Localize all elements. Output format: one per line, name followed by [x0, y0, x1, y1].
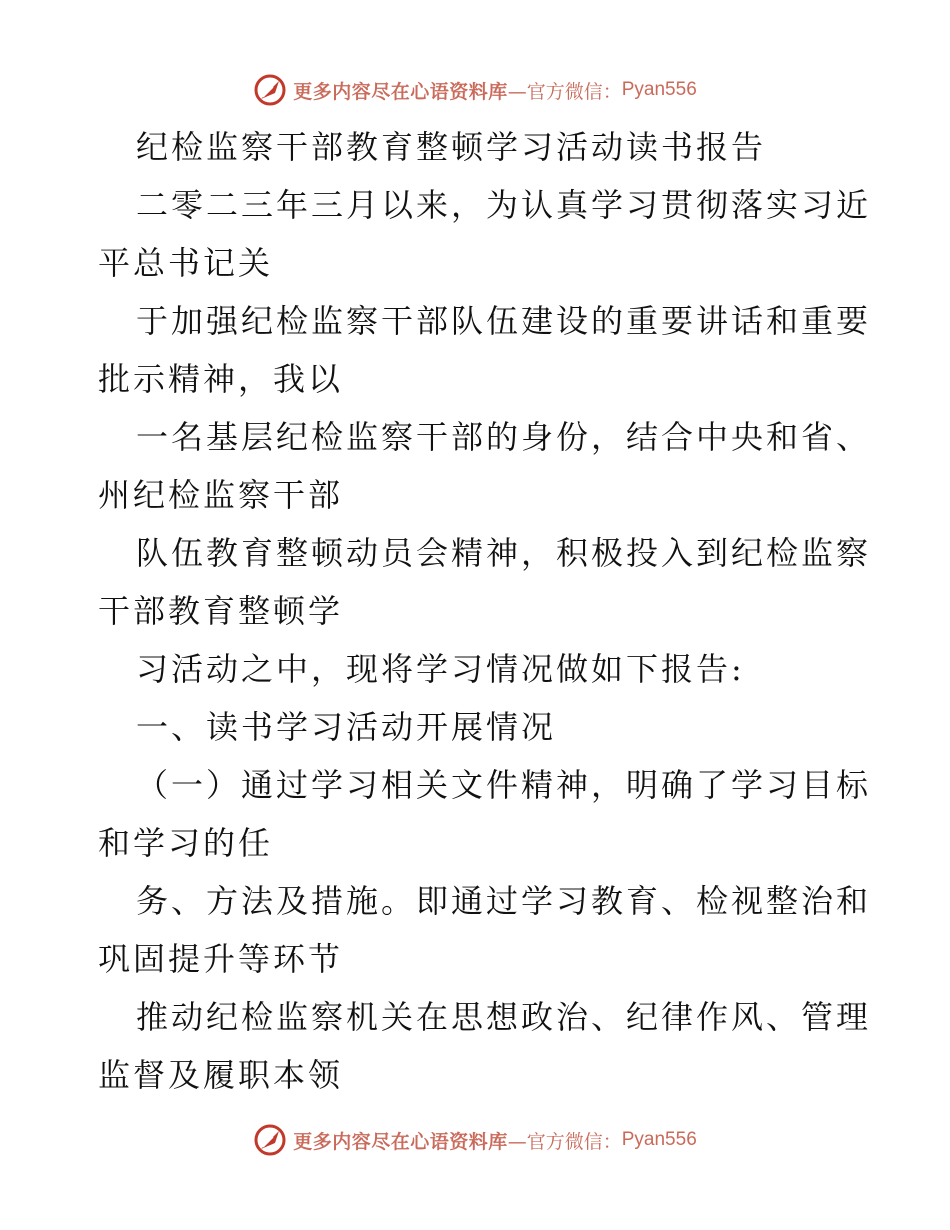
- paragraph-line: 队伍教育整顿动员会精神，积极投入到纪检监察: [136, 534, 872, 572]
- paragraph-line: 干部教育整顿学: [98, 592, 344, 630]
- paragraph-line: 一名基层纪检监察干部的身份，结合中央和省、: [136, 418, 872, 456]
- paragraph-line: 于加强纪检监察干部队伍建设的重要讲话和重要: [136, 302, 872, 340]
- watermark-separator: —官方微信：: [507, 80, 622, 103]
- document-body: [98, 118, 872, 1104]
- paragraph-line: 推动纪检监察机关在思想政治、纪律作风、管理: [136, 998, 872, 1036]
- paragraph-line: 一、读书学习活动开展情况: [136, 708, 557, 746]
- paragraph-line: 二零二三年三月以来，为认真学习贯彻落实习近: [136, 186, 872, 224]
- watermark-account: Pyan556: [621, 1129, 697, 1150]
- paragraph-line: 和学习的任: [98, 824, 274, 862]
- document-lines: [98, 176, 872, 1104]
- paragraph-line: 州纪检监察干部: [98, 476, 344, 514]
- watermark-text: 更多内容尽在心语资料库: [293, 80, 508, 103]
- quill-logo-icon: [253, 73, 287, 107]
- quill-logo-icon: [253, 1123, 287, 1157]
- watermark-text: 更多内容尽在心语资料库: [293, 1130, 508, 1153]
- paragraph-line: 务、方法及措施。即通过学习教育、检视整治和: [136, 882, 872, 920]
- paragraph-line: 监督及履职本领: [98, 1056, 344, 1094]
- footer-watermark: [0, 1120, 950, 1160]
- watermark-account: Pyan556: [621, 79, 697, 100]
- paragraph-line: 批示精神，我以: [98, 360, 344, 398]
- paragraph-line: 巩固提升等环节: [98, 940, 344, 978]
- paragraph-line: 平总书记关: [98, 244, 274, 282]
- header-watermark: [0, 70, 950, 110]
- watermark-separator: —官方微信：: [507, 1130, 622, 1153]
- document-title: 纪检监察干部教育整顿学习活动读书报告: [136, 128, 767, 166]
- paragraph-line: （一）通过学习相关文件精神，明确了学习目标: [136, 766, 872, 804]
- paragraph-line: 习活动之中，现将学习情况做如下报告:: [136, 650, 745, 688]
